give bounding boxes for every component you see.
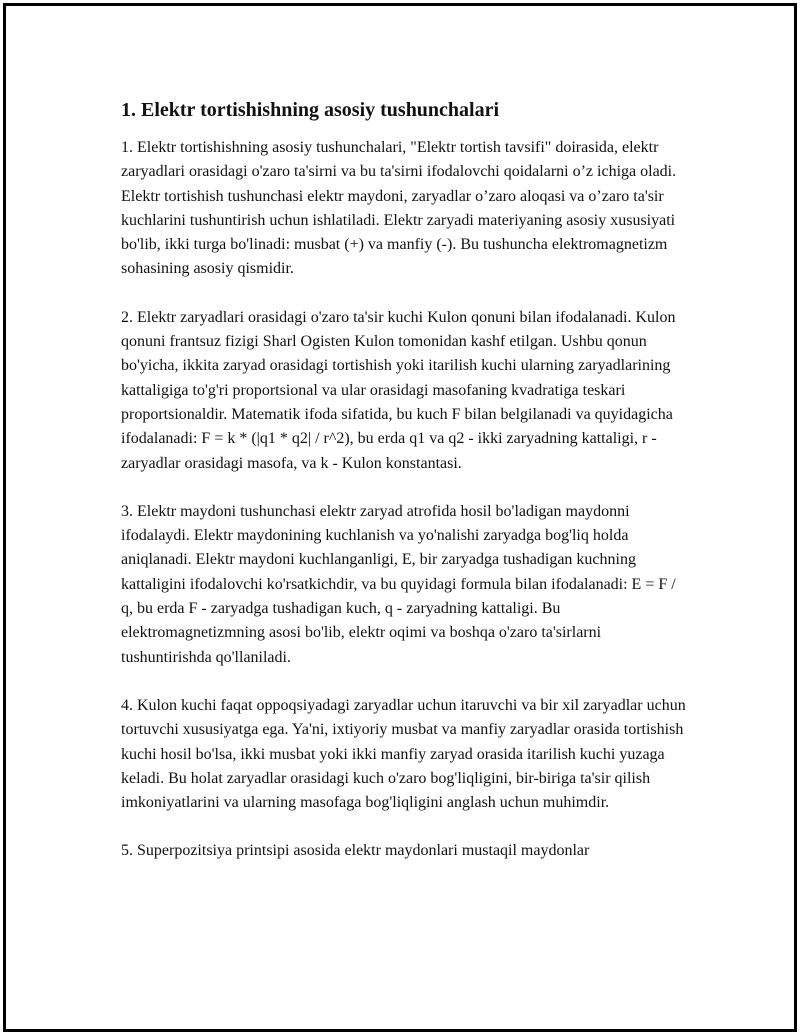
- document-body: [121, 96, 691, 888]
- page-frame: [3, 3, 797, 1032]
- paragraph-2: 2. Elektr zaryadlari orasidagi o'zaro ta'sir kuchi Kulon qonuni bilan ifodalanadi. Kulon qonuni frantsuz fizigi Sharl Ogisten Kulon tomonidan kashf etilgan. Ushbu qonun bo'yicha, ikkita zaryad orasidagi tortishish yoki itarilish kuchi ularning zaryadlarining kattaligiga to'g'ri proportsional va ular orasidagi masofaning kvadratiga teskari proportsionaldir. Matematik ifoda sifatida, bu kuch F bilan belgilanadi va quyidagicha ifodalanadi: F = k * (|q1 * q2| / r^2), bu erda q1 va q2 - ikki zaryadning kattaligi, r - zaryadlar orasidagi masofa, va k - Kulon konstantasi.: [121, 308, 676, 472]
- paragraph-5: 5. Superpozitsiya printsipi asosida elektr maydonlari mustaqil maydonlar: [121, 842, 590, 860]
- paragraph-3: 3. Elektr maydoni tushunchasi elektr zaryad atrofida hosil bo'ladigan maydonni ifodalaydi. Elektr maydonining kuchlanish va yo'nalishi zaryadga bog'liq holda aniqlanadi. Elektr maydoni kuchlanganligi, E, bir zaryadga tushadigan kuchning kattaligini ifodalovchi ko'rsatkichdir, va bu quyidagi formula bilan ifodalanadi: E = F / q, bu erda F - zaryadga tushadigan kuch, q - zaryadning kattaligi. Bu elektromagnetizmning asosi bo'lib, elektr oqimi va boshqa o'zaro ta'sirlarni tushuntirishda qo'llaniladi.: [121, 502, 676, 666]
- paragraph-4: 4. Kulon kuchi faqat oppoqsiyadagi zaryadlar uchun itaruvchi va bir xil zaryadlar uchun tortuvchi xususiyatga ega. Ya'ni, ixtiyoriy musbat va manfiy zaryadlar orasida tortishish kuchi hosil bo'lsa, ikki musbat yoki ikki manfiy zaryad orasida itarilish kuchi yuzaga keladi. Bu holat zaryadlar orasidagi kuch o'zaro bog'liqligini, bir-biriga ta'sir qilish imkoniyatlarini va ularning masofaga bog'liqligini anglash uchun muhimdir.: [121, 696, 686, 812]
- paragraph-1: 1. Elektr tortishishning asosiy tushunchalari, "Elektr tortish tavsifi" doirasida, elektr zaryadlari orasidagi o'zaro ta'sirni va bu ta'sirni ifodalovchi qoidalarni o’z ichiga oladi. Elektr tortishish tushunchasi elektr maydoni, zaryadlar o’zaro aloqasi va o’zaro ta'sir kuchlarini tushuntirish uchun ishlatiladi. Elektr zaryadi materiyaning asosiy xususiyati bo'lib, ikki turga bo'linadi: musbat (+) va manfiy (-). Bu tushuncha elektromagnetizm sohasining asosiy qismidir.: [121, 139, 677, 278]
- document-title: 1. Elektr tortishishning asosiy tushunchalari: [121, 99, 500, 121]
